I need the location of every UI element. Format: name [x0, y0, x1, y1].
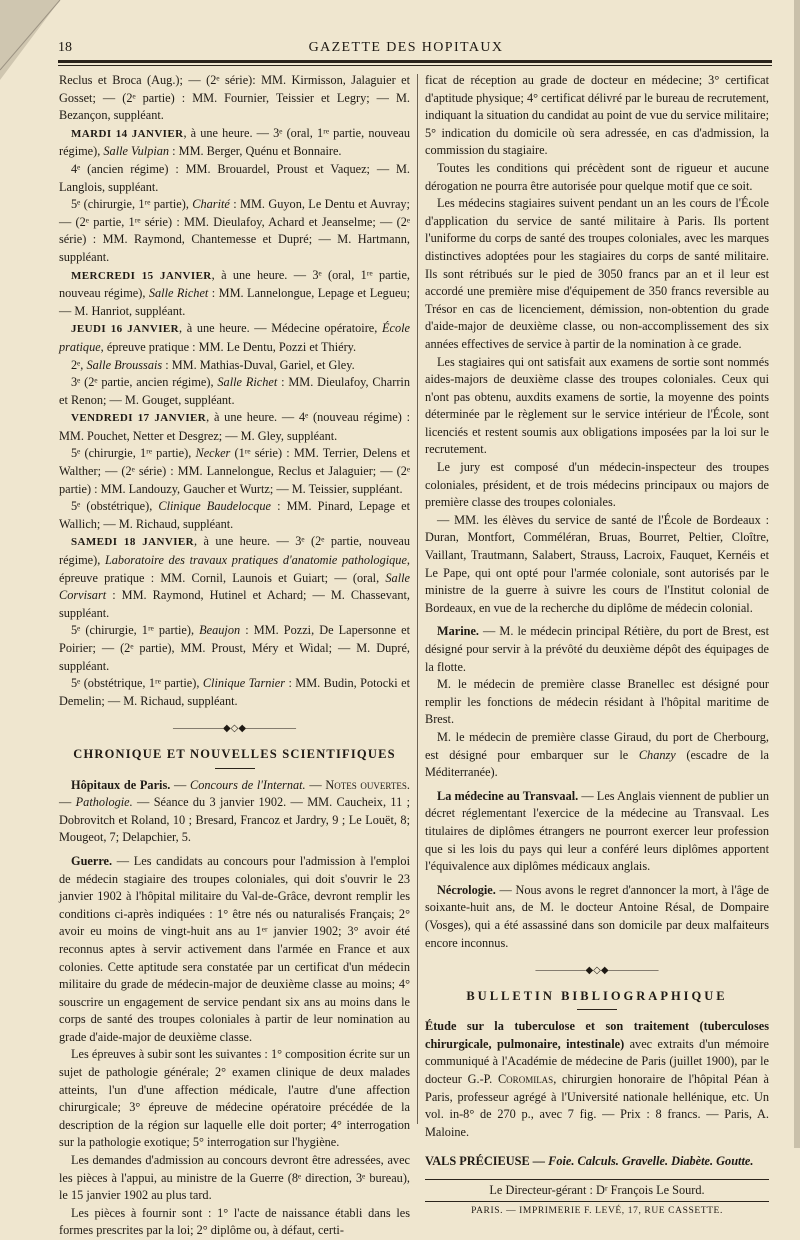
- page-right-edge: [794, 0, 800, 1148]
- news-paragraph-continued: ficat de réception au grade de docteur en médecine; 3° certificat d'aptitude physique; 4° certificat délivré par le bureau de recrutement, indiquant la situation du candidat au point de vue du service militaire; 5° indication du domicile où sera adressée, en cas d'admission, la commission du stagiaire.: [425, 73, 769, 158]
- day-heading: SAMEDI 18 JANVIER: [71, 536, 194, 549]
- news-paragraph: M. le médecin de première classe Giraud, du port de Cherbourg, est désigné pour embarquer sur le Chanzy (escadre de la Méditerranée).: [425, 729, 769, 780]
- news-paragraph: Les épreuves à subir sont les suivantes : 1° composition écrite sur un sujet de pathologie générale; 2° examen clinique de deux malades atteints, l'un d'une affection médicale, l'autre d'une affection chirurgicale; 3° épreuve de médecine opératoire précédée de la description de la région sur laquelle elle doit porter; 4° interrogation sur la pathologie exotique; 5° interrogation sur l'hygiène.: [59, 1047, 410, 1150]
- exam-samedi: SAMEDI 18 JANVIER, à une heure. — 3ᵉ (2ᵉ partie, nouveau régime), Laboratoire des travaux pratiques d'anatomie pathologique, épreuve pratique : MM. Cornil, Launois et Guiart; — (oral, Salle Corvisart : MM. Raymond, Hutinel et Achard; — M. Chassevant, suppléant.: [59, 534, 410, 620]
- day-heading: JEUDI 16 JANVIER: [71, 323, 179, 336]
- header-rule-thin: [58, 65, 772, 66]
- news-heading: Guerre.: [71, 853, 113, 868]
- news-paragraph: Les médecins stagiaires suivent pendant un an les cours de l'École d'application du service de santé militaire à Paris. Ils portent l'uniforme du corps de santé des troupes coloniales, avec les marques distinctives adoptées pour les stagiaires du corps de santé militaire. Ils sont rétribués sur le pied de 3050 francs par an et il leur est accordé une première mise d'équipement de 350 francs reversible au Trésor en cas de licenciement, démission, non-obtention du grade d'aide-major de deuxième classe, ou non-accomplissement des six années effectives de service à partir de la nomination à ce grade.: [425, 196, 769, 351]
- section-title-bulletin: BULLETIN BIBLIOGRAPHIQUE: [466, 988, 728, 1003]
- exam-mardi: MARDI 14 JANVIER, à une heure. — 3ᵉ (oral, 1ʳᵉ partie, nouveau régime), Salle Vulpian : MM. Berger, Quénu et Bonnaire.: [59, 125, 410, 159]
- news-paragraph: Les stagiaires qui ont satisfait aux examens de sortie sont nommés aides-majors de deuxième classe des troupes coloniales. Ceux qui n'ont pas obtenu, auxdits examens de sortie, la moyenne des points déterminée par le règlement sur le service intérieur de l'École, sont licenciés et restent soumis aux obligations imposées par la loi sur le recrutement.: [425, 354, 769, 457]
- page-number: 18: [58, 40, 72, 55]
- ornament-divider: ―――――◆◇◆―――――: [172, 723, 297, 735]
- biblio-heading: Étude sur la tuberculose et son traitement (tuberculoses chirurgicale, pulmonaire, intestinale): [425, 1019, 769, 1051]
- right-column: [425, 72, 769, 1220]
- short-rule: [215, 768, 255, 769]
- running-title: GAZETTE DES HOPITAUX: [308, 40, 504, 55]
- day-heading: VENDREDI 17 JANVIER: [71, 412, 207, 425]
- exam-paragraph: 3ᵉ (2ᵉ partie, ancien régime), Salle Richet : MM. Dieulafoy, Charrin et Renon; — M. Gouget, suppléant.: [59, 375, 410, 407]
- news-paragraph: Les pièces à fournir sont : 1° l'acte de naissance établi dans les formes prescrites par la loi; 2° diplôme ou, à défaut, certi-: [59, 1205, 410, 1238]
- page-header: [40, 36, 772, 66]
- exam-paragraph: 2ᵉ, Salle Broussais : MM. Mathias-Duval, Gariel, et Gley.: [71, 357, 355, 372]
- news-paragraph: Les demandes d'admission au concours devront être adressées, avec les pièces à l'appui, au ministre de la Guerre (8ᵉ direction, 3ᵉ bureau), le 15 janvier 1902 au plus tard.: [59, 1153, 410, 1203]
- exam-paragraph-continued: Reclus et Broca (Aug.); — (2ᵉ série): MM. Kirmisson, Jalaguier et Gosset; — (2ᵉ partie) : MM. Fournier, Teissier et Legry; — M. Bezançon, suppléant.: [59, 73, 410, 123]
- news-paragraph: Toutes les conditions qui précèdent sont de rigueur et aucune dérogation ne pourra être autorisée pour quelque motif que ce soit.: [425, 160, 769, 193]
- exam-paragraph: 5ᵉ (obstétrique, 1ʳᵉ partie), Clinique Tarnier : MM. Budin, Potocki et Demelin; — M. Richaud, suppléant.: [59, 676, 410, 708]
- exam-paragraph: 5ᵉ (obstétrique), Clinique Baudelocque : MM. Pinard, Lepage et Wallich; — M. Richaud, suppléant.: [59, 499, 411, 531]
- biblio-entry: Étude sur la tuberculose et son traitement (tuberculoses chirurgicale, pulmonaire, intestinale) avec extraits d'un mémoire communiqué à l'Académie de médecine de Paris (juillet 1900), par le docteur G.-P. Coromilas, chirurgien honoraire de l'hôpital Péan à Paris, professeur agrégé à l'Université nationale hellénique, etc. Un vol. in-8° de 270 p., avec 7 fig. — Prix : 8 francs. — Paris, A. Maloine.: [425, 1019, 769, 1139]
- short-rule: [577, 1009, 617, 1010]
- news-paragraph: M. le médecin de première classe Branellec est désigné pour remplir les fonctions de médecin résidant à l'hôpital maritime de Brest.: [425, 677, 769, 727]
- exam-mercredi: MERCREDI 15 JANVIER, à une heure. — 3ᵉ (oral, 1ʳᵉ partie, nouveau régime), Salle Richet : MM. Lannelongue, Lepage et Legueu; — M. Hanriot, suppléant.: [59, 267, 411, 318]
- news-hopitaux: Hôpitaux de Paris. — Concours de l'Internat. — Notes ouvertes. — Pathologie. — Séance du 3 janvier 1902. — MM. Caucheix, 11 ; Dobrovitch et Roland, 10 ; Bresard, Francoz et Jardry, 9 ; Le Louët, 8; Mougeot, 7; Delapchier, 5.: [59, 777, 410, 845]
- exam-paragraph: 4ᵉ (ancien régime) : MM. Brouardel, Proust et Vaquez; — M. Langlois, suppléant.: [59, 161, 410, 194]
- news-necrologie: Nécrologie. — Nous avons le regret d'annoncer la mort, à l'âge de soixante-huit ans, de M. le docteur Antoine Résal, de Dompaire (Vosges), qui a été assassiné dans son domicile par deux malfaiteurs encore inconnus.: [425, 882, 769, 950]
- news-transvaal: La médecine au Transvaal. — Les Anglais viennent de publier un décret réglementant l'exercice de la médecine au Transvaal. Les titulaires de diplômes étrangers ne pourront exercer leur profession que si les lois du pays qui leur a conféré leurs diplômes apportent l'équivalence aux diplômes médicaux anglais.: [425, 788, 769, 874]
- printer-imprint: PARIS. — IMPRIMERIE F. LEVÉ, 17, RUE CASSETTE.: [425, 1201, 769, 1221]
- news-heading: Nécrologie.: [437, 882, 496, 897]
- column-divider: [417, 74, 418, 1124]
- news-paragraph: — MM. les élèves du service de santé de l'École de Bordeaux : Duran, Montfort, Comméléran, Bruas, Bourret, Peltier, Cloître, Vaillant, Trautmann, Salabert, Strauss, Lacroix, Fauquet, Kernéis et Le Pape, qui ont opté pour l'armée coloniale, sont autorisés par le ministre de la guerre à suivre les cours de l'Institut colonial de Bordeaux, en vue de la recherche du diplôme de médecin colonial.: [425, 512, 769, 615]
- vals-advert: VALS PRÉCIEUSE — Foie. Calculs. Gravelle. Diabète. Goutte.: [425, 1154, 754, 1169]
- section-title-chronique: CHRONIQUE ET NOUVELLES SCIENTIFIQUES: [73, 746, 396, 761]
- director-signature: Le Directeur-gérant : Dʳ François Le Sourd.: [489, 1183, 705, 1198]
- day-heading: MERCREDI 15 JANVIER: [71, 269, 212, 282]
- day-heading: MARDI 14 JANVIER: [71, 127, 184, 140]
- header-rule-thick: [58, 60, 772, 63]
- exam-paragraph: 5ᵉ (chirurgie, 1ʳᵉ partie), Charité : MM. Guyon, Le Dentu et Auvray; — (2ᵉ partie, 1ʳᵉ série) : MM. Dieulafoy, Achard et Jeanselme; — (2ᵉ série) : MM. Raymond, Chantemesse et Dupré; — M. Hartmann, suppléant.: [59, 197, 410, 264]
- news-heading: Hôpitaux de Paris.: [71, 777, 171, 792]
- news-paragraph: Le jury est composé d'un médecin-inspecteur des troupes coloniales, président, et de trois médecins principaux ou majors de première classe des troupes coloniales.: [425, 460, 769, 510]
- news-heading: Marine.: [437, 624, 480, 639]
- exam-vendredi: VENDREDI 17 JANVIER, à une heure. — 4ᵉ (nouveau régime) : MM. Pouchet, Netter et Desgrez; — M. Gley, suppléant.: [59, 410, 411, 443]
- footer-rule: [425, 1179, 769, 1180]
- left-column: [59, 72, 410, 1240]
- exam-paragraph: 5ᵉ (chirurgie, 1ʳᵉ partie), Necker (1ʳᵉ série) : MM. Terrier, Delens et Walther; — (2ᵉ série) : MM. Lannelongue, Reclus et Jalaguier; — (2ᵉ partie) : MM. Landouzy, Gaucher et Wurtz; — M. Teissier, suppléant.: [59, 446, 410, 496]
- exam-paragraph: 5ᵉ (chirurgie, 1ʳᵉ partie), Beaujon : MM. Pozzi, De Lapersonne et Poirier; — (2ᵉ partie), MM. Proust, Méry et Widal; — M. Dupré, suppléant.: [59, 623, 410, 673]
- news-marine: Marine. — M. le médecin principal Rétière, du port de Brest, est désigné pour servir à la prévôté du deuxième dépôt des équipages de la flotte.: [425, 624, 769, 674]
- exam-jeudi: JEUDI 16 JANVIER, à une heure. — Médecine opératoire, École pratique, épreuve pratique : MM. Le Dentu, Pozzi et Thiéry.: [59, 321, 410, 354]
- news-heading: La médecine au Transvaal.: [437, 788, 579, 803]
- news-guerre: Guerre. — Les candidats au concours pour l'admission à l'emploi de médecin stagiaire des troupes coloniales, qui doit s'ouvrir le 23 janvier 1902 à l'hôpital militaire du Val-de-Grâce, devront remplir les conditions ci-après indiquées : 1° être nés ou naturalisés Français; 2° avoir eu moins de vingt-huit ans au 1ᵉʳ janvier 1902; 3° avoir été reconnus aptes à servir activement dans l'armée en France et aux colonies. Cette aptitude sera constatée par un certificat d'un médecin militaire du grade de médecin-major de deuxième classe au moins; 4° souscrire un engagement de service pendant six ans au moins dans le corps de santé des troupes coloniales à partir de leur nomination au grade d'aide-major de deuxième classe.: [59, 853, 410, 1044]
- ornament-divider: ―――――◆◇◆―――――: [535, 965, 659, 977]
